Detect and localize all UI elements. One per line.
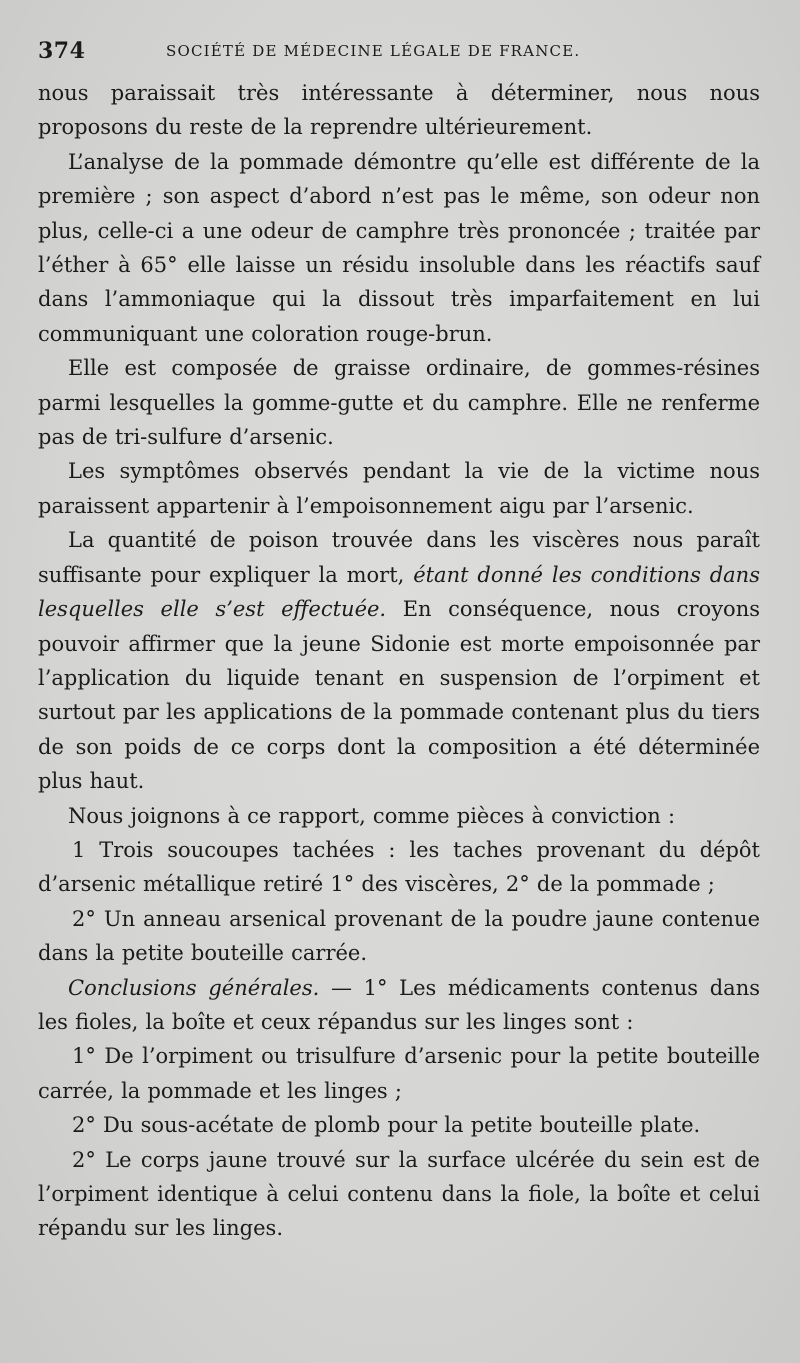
paragraph-exhibits-intro: Nous joignons à ce rapport, comme pièces à conviction : [68, 803, 676, 828]
poison-quantity-end: En conséquence, nous croyons pouvoir affirmer que la jeune Sidonie est morte empoisonnée par l’application du liquide tenant en suspension de l’orpiment et surtout par les applications de la pommade contenant plus du tiers de son poids de ce corps dont la composition a été déterminée plus haut. [38, 597, 760, 794]
list-item-yellow-body: 2° Le corps jaune trouvé sur la surface ulcérée du sein est de l’orpiment identique à celui contenu dans la fiole, la boîte et celui répandu sur les linges. [38, 1147, 760, 1241]
paragraph-conclusions [38, 971, 760, 1040]
paragraph-poison-quantity [38, 523, 760, 798]
list-item-lead-subacetate: 2° Du sous-acétate de plomb pour la petite bouteille plate. [72, 1113, 701, 1138]
list-item-orpiment: 1° De l’orpiment ou trisulfure d’arsenic pour la petite bouteille carrée, la pommade et les linges ; [38, 1044, 760, 1103]
page-number: 374 [38, 38, 86, 64]
poison-quantity-italic: étant donné les conditions dans lesquelles elle s’est effectuée. [38, 562, 760, 622]
conclusions-heading: Conclusions générales. [68, 975, 320, 1000]
running-head: SOCIÉTÉ DE MÉDECINE LÉGALE DE FRANCE. [166, 42, 581, 60]
page-header [38, 38, 758, 78]
poison-quantity-text: La quantité de poison trouvée dans les viscères nous paraît suffisante pour expliquer la mort, [38, 528, 760, 587]
list-item-ring: 2° Un anneau arsenical provenant de la poudre jaune contenue dans la petite bouteille carrée. [38, 906, 760, 966]
paragraph-ointment-analysis: L’analyse de la pommade démontre qu’elle est différente de la première ; son aspect d’abord n’est pas le même, son odeur non plus, celle-ci a une odeur de camphre très prononcée ; traitée par l’éther à 65° elle laisse un résidu insoluble dans les réactifs sauf dans l’ammoniaque qui la dissout très imparfaitement en lui communiquant une coloration rouge-brun. [38, 149, 760, 346]
body-text [38, 76, 760, 1246]
list-item-saucers: 1 Trois soucoupes tachées : les taches provenant du dépôt d’arsenic métallique retiré 1° des viscères, 2° de la pommade ; [38, 837, 760, 897]
paragraph-symptoms: Les symptômes observés pendant la vie de la victime nous paraissent appartenir à l’empoisonnement aigu par l’arsenic. [38, 459, 760, 518]
paragraph-composition: Elle est composée de graisse ordinaire, de gommes-résines parmi lesquelles la gomme-gutte et du camphre. Elle ne renferme pas de tri-sulfure d’arsenic. [38, 356, 760, 450]
conclusions-text: — 1° Les médicaments contenus dans les fioles, la boîte et ceux répandus sur les linges sont : [38, 975, 760, 1034]
paragraph-continuation: nous paraissait très intéressante à déterminer, nous nous proposons du reste de la reprendre ultérieurement. [38, 81, 760, 140]
